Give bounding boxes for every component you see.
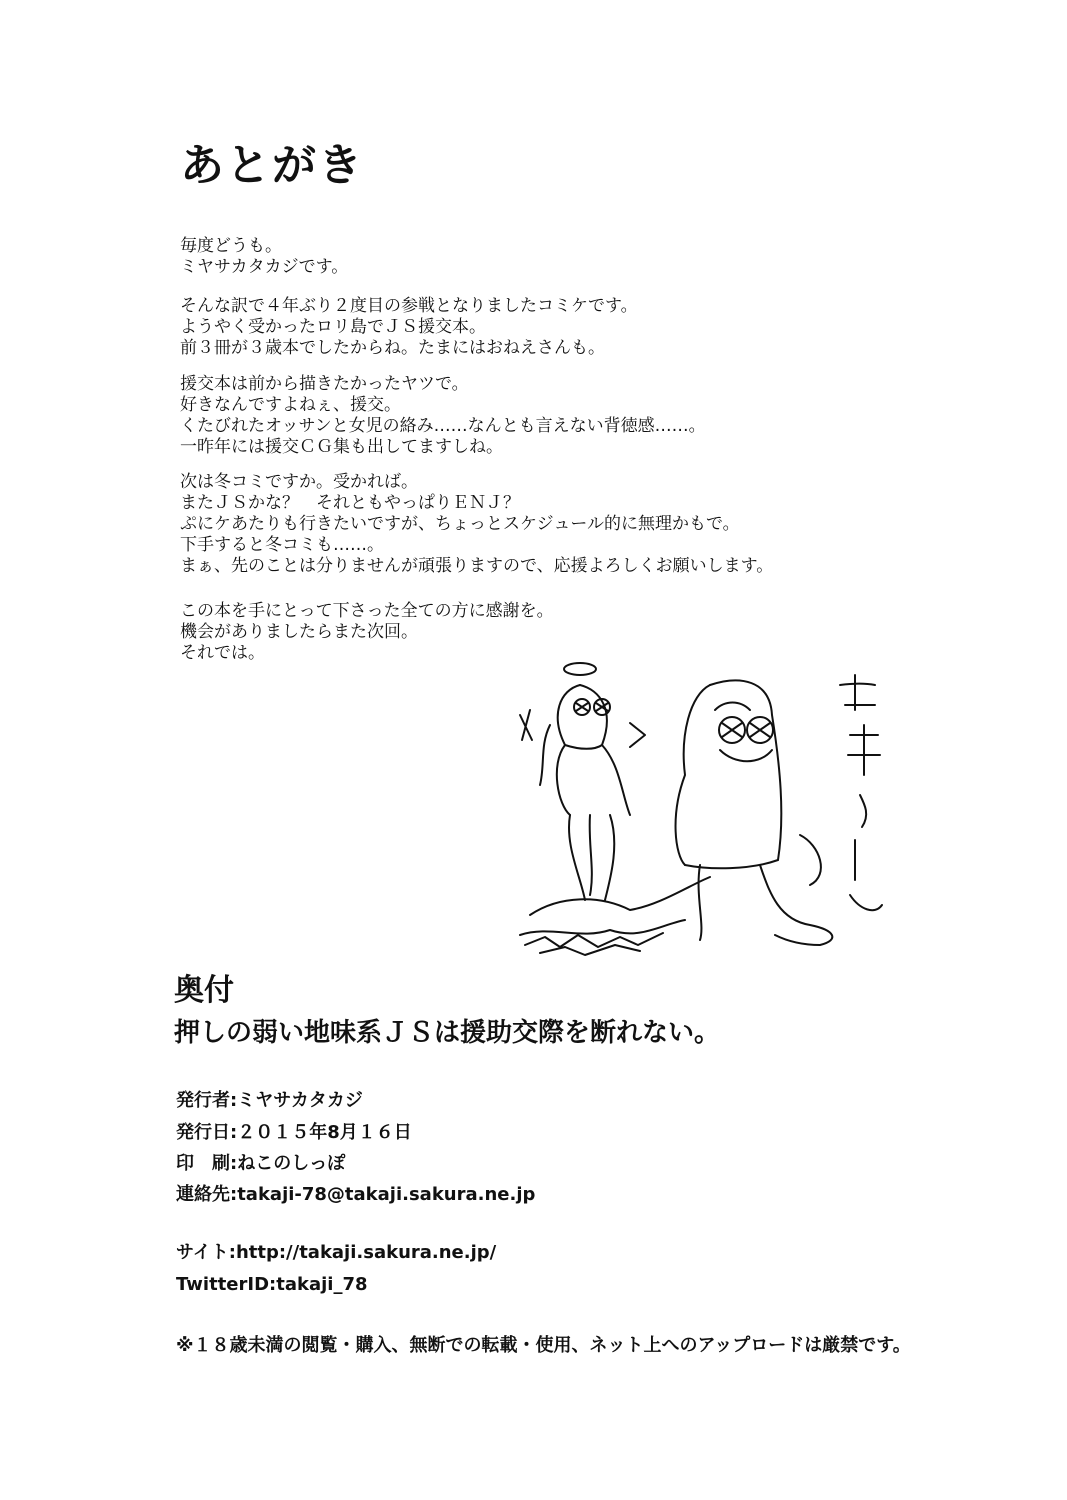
publish-date-line: 発行日:２０１５年8月１６日 bbox=[176, 1122, 412, 1143]
text-line: くたびれたオッサンと女児の絡み……なんとも言えない背徳感……。 bbox=[180, 416, 706, 436]
text-line: まぁ、先のことは分りませんが頑張りますので、応援よろしくお願いします。 bbox=[180, 556, 774, 576]
text-line: 好きなんですよねぇ、援交。 bbox=[180, 395, 401, 415]
text-line: 下手すると冬コミも……。 bbox=[180, 535, 384, 555]
text-line: ぷにケあたりも行きたいですが、ちょっとスケジュール的に無理かもで。 bbox=[180, 514, 740, 534]
afterword-heading: あとがき bbox=[180, 140, 364, 191]
afterword-paragraph bbox=[180, 601, 554, 664]
text-line: 次は冬コミですか。受かれば。 bbox=[180, 472, 418, 492]
text-line: 毎度どうも。 bbox=[180, 236, 282, 256]
printer-line: 印 刷:ねこのしっぽ bbox=[176, 1153, 346, 1174]
twitter-line: TwitterID:takaji_78 bbox=[176, 1274, 368, 1295]
afterword-paragraph bbox=[180, 472, 773, 577]
publisher-line: 発行者:ミヤサカタカジ bbox=[176, 1090, 363, 1111]
text-line: そんな訳で４年ぶり２度目の参戦となりましたコミケです。 bbox=[180, 296, 638, 316]
colophon-heading: 奥付 bbox=[174, 973, 234, 1008]
text-line: 前３冊が３歳本でしたからね。たまにはおねえさんも。 bbox=[180, 338, 605, 358]
text-line: またＪＳかな？ それともやっぱりＥＮＪ？ bbox=[180, 493, 520, 513]
doodle-illustration bbox=[510, 655, 890, 965]
contact-line: 連絡先:takaji-78@takaji.sakura.ne.jp bbox=[176, 1184, 536, 1205]
text-line: ミヤサカタカジです。 bbox=[180, 257, 349, 277]
text-line: それでは。 bbox=[180, 643, 265, 663]
site-line: サイト:http://takaji.sakura.ne.jp/ bbox=[176, 1242, 497, 1263]
afterword-paragraph bbox=[180, 296, 638, 359]
text-line: 一昨年には援交ＣＧ集も出してますしね。 bbox=[180, 437, 503, 457]
text-line: この本を手にとって下さった全ての方に感謝を。 bbox=[180, 601, 554, 621]
text-line: 機会がありましたらまた次回。 bbox=[180, 622, 418, 642]
afterword-paragraph bbox=[180, 374, 706, 458]
age-restriction-notice: ※１８歳未満の閲覧・購入、無断での転載・使用、ネット上へのアップロードは厳禁です。 bbox=[176, 1335, 911, 1356]
text-line: ようやく受かったロリ島でＪＳ援交本。 bbox=[180, 317, 486, 337]
book-title: 押しの弱い地味系ＪＳは援助交際を断れない。 bbox=[174, 1018, 721, 1048]
text-line: 援交本は前から描きたかったヤツで。 bbox=[180, 374, 469, 394]
afterword-paragraph bbox=[180, 236, 348, 278]
